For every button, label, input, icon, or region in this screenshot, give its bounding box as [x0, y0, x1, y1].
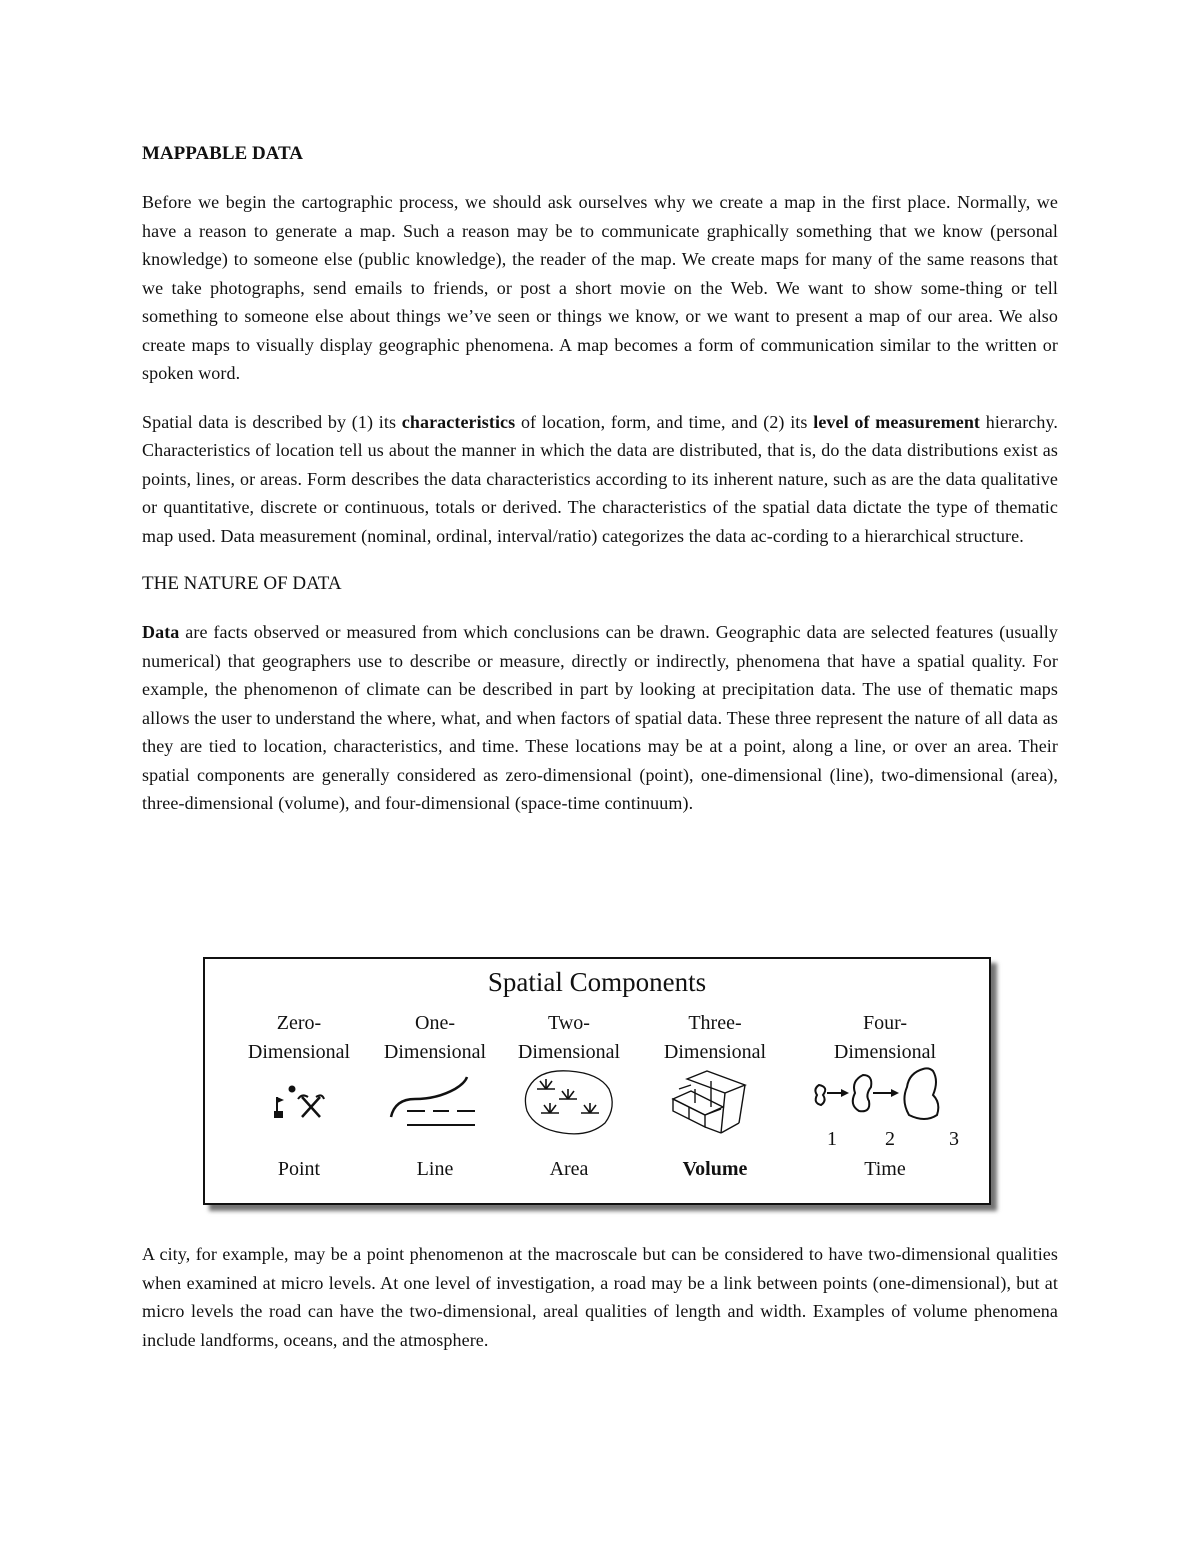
column-heading-line2: Dimensional — [517, 1041, 621, 1063]
point-symbols-icon — [264, 1075, 334, 1125]
caption-time: Time — [864, 1158, 906, 1180]
time-step-1: 1 — [827, 1128, 837, 1150]
document-body-continued — [142, 1240, 1058, 1374]
paragraph-spatial-data — [142, 408, 1058, 551]
paragraph-nature-of-data — [142, 618, 1058, 818]
text-run: are facts observed or measured from which conclusions can be drawn. Geographic data are selected features (usually numerical) that geographers use to describe or measure, directly or indirectly, phenomena that have a spatial quality. For example, the phenomenon of climate can be described in part by looking at precipitation data. The use of thematic maps allows the user to understand the where, what, and when factors of spatial data. These three represent the nature of all data as they are tied to location, characteristics, and time. These locations may be at a point, along a line, or over an area. Their spatial components are generally considered as zero-dimensional (point), one-dimensional (line), two-dimensional (area), three-dimensional (volume), and four-dimensional (space-time continuum). — [142, 622, 1058, 813]
heading-nature-of-data: THE NATURE OF DATA — [142, 573, 342, 594]
column-two-dimensional — [499, 1009, 639, 1180]
column-heading-line2: Dimensional — [663, 1041, 767, 1063]
column-heading-line2: Dimensional — [247, 1041, 351, 1063]
column-heading-line2: Dimensional — [383, 1041, 487, 1063]
column-heading-line1: Two- — [548, 1012, 590, 1034]
bold-term-level-of-measurement: level of measurement — [813, 411, 981, 432]
column-three-dimensional — [645, 1009, 785, 1180]
column-heading-line1: Four- — [862, 1012, 908, 1034]
heading-mappable-data: MAPPABLE DATA — [142, 143, 303, 164]
text-run: of location, form, and time, and (2) its — [515, 411, 814, 432]
volume-block-icon — [665, 1067, 765, 1139]
caption-area: Area — [549, 1158, 589, 1180]
spatial-components-figure — [203, 957, 991, 1205]
line-symbols-icon — [385, 1075, 485, 1135]
time-growth-icon — [805, 1067, 965, 1123]
text-run: hierarchy. Characteristics of location tell us about the manner in which the data are distributed, that is, do the data distributions exist as points, lines, or areas. Form describes the data characteristics according to its inherent nature, such as are the data qualitative or quantitative, discrete or continuous, totals or derived. The characteristics of the spatial data dictate the type of thematic map used. Data measurement (nominal, ordinal, interval/ratio) categorizes the data ac-cording to a hierarchical structure. — [142, 411, 1059, 546]
column-heading-line1: One- — [415, 1012, 455, 1034]
column-heading-line2: Dimensional — [833, 1041, 937, 1063]
text-run: Spatial data is described by (1) its — [142, 411, 402, 432]
bold-term-data: Data — [142, 622, 180, 642]
caption-volume: Volume — [682, 1158, 748, 1180]
column-zero-dimensional — [229, 1009, 369, 1180]
paragraph-intro: Before we begin the cartographic process, we should ask ourselves why we create a map in the first place. Normally, we have a reason to generate a map. Such a reason may be to communicate graphically something that we know (personal knowledge) to someone else (public knowledge), the reader of the map. We create maps for many of the same reasons that we take photographs, send emails to friends, or post a short movie on the Web. We want to show some-thing or tell something to someone else about things we’ve seen or things we know, or we want to present a map of our area. We also create maps to visually display geographic phenomena. A map becomes a form of communication similar to the written or spoken word. — [142, 192, 1058, 383]
paragraph-city-example: A city, for example, may be a point phenomenon at the macroscale but can be considered to have two-dimensional qualities when examined at micro levels. At one level of investigation, a road may be a link between points (one-dimensional), but at micro levels the road can have the two-dimensional, areal qualities of length and width. Examples of volume phenomena include landforms, oceans, and the atmosphere. — [142, 1244, 1058, 1350]
figure-title: Spatial Components — [487, 967, 707, 997]
time-step-3: 3 — [949, 1128, 959, 1150]
column-one-dimensional — [365, 1009, 505, 1180]
area-marsh-icon — [519, 1067, 619, 1139]
column-heading-line1: Three- — [688, 1012, 742, 1034]
time-step-2: 2 — [885, 1128, 895, 1150]
caption-point: Point — [277, 1158, 321, 1180]
bold-term-characteristics: characteristics — [401, 411, 516, 432]
column-four-dimensional — [805, 1009, 965, 1180]
document-body — [142, 140, 1058, 838]
caption-line: Line — [416, 1158, 454, 1180]
column-heading-line1: Zero- — [276, 1012, 322, 1034]
